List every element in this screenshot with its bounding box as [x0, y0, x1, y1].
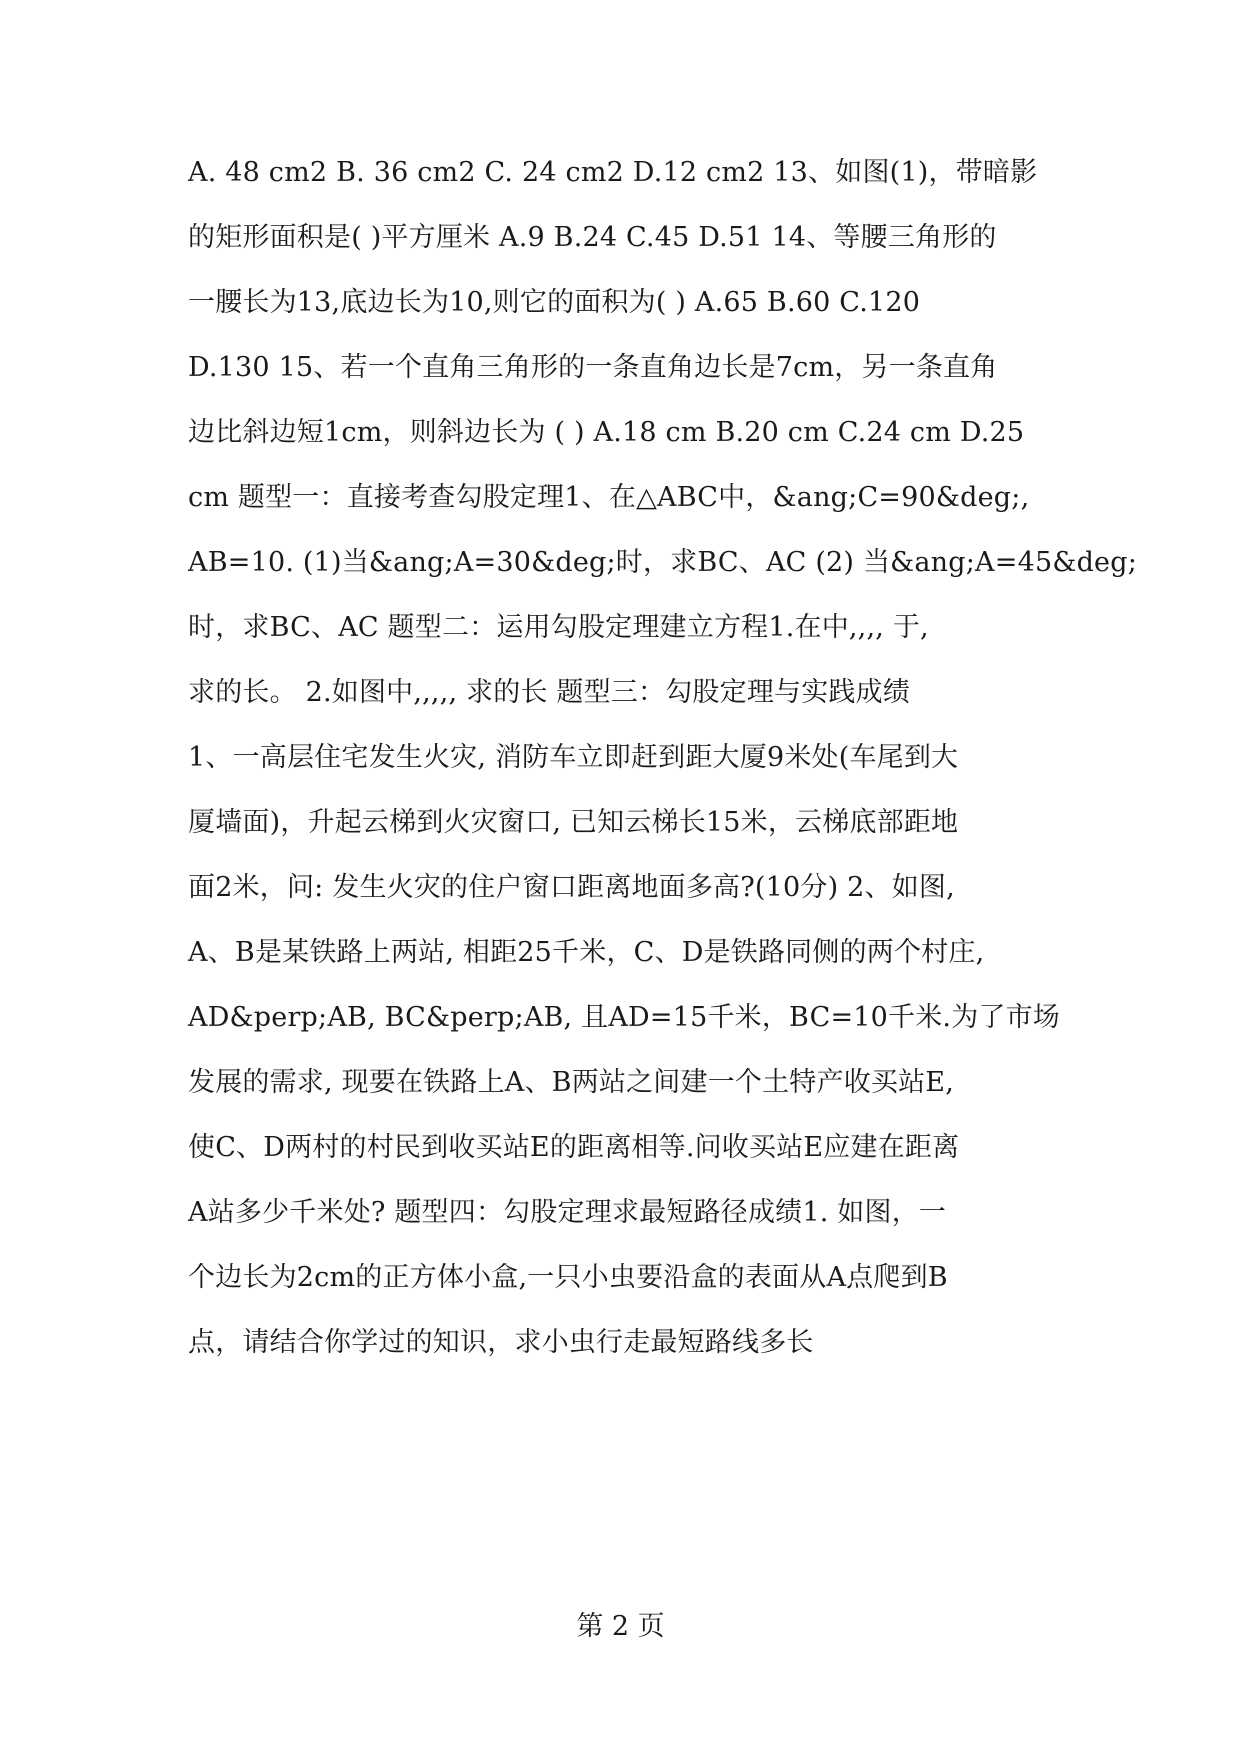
text-line: 使C、D两村的村民到收买站E的距离相等.问收买站E应建在距离: [188, 1132, 960, 1163]
text-line: A站多少千米处? 题型四：勾股定理求最短路径成绩1. 如图，一: [188, 1197, 947, 1228]
text-line: 的矩形面积是( )平方厘米 A.9 B.24 C.45 D.51 14、等腰三角形的: [188, 222, 997, 253]
text-line: 厦墙面)，升起云梯到火灾窗口, 已知云梯长15米，云梯底部距地: [188, 807, 959, 838]
text-line: 时，求BC、AC 题型二：运用勾股定理建立方程1.在中,,,, 于,: [188, 612, 929, 643]
text-line: 边比斜边短1cm，则斜边长为 ( ) A.18 cm B.20 cm C.24 cm D.25: [188, 417, 1025, 448]
text-line: 一腰长为13,底边长为10,则它的面积为( ) A.65 B.60 C.120: [188, 287, 921, 318]
text-line: 发展的需求, 现要在铁路上A、B两站之间建一个土特产收买站E,: [188, 1067, 954, 1098]
text-line: 求的长。 2.如图中,,,,, 求的长 题型三：勾股定理与实践成绩: [188, 677, 911, 708]
text-line: AB=10. (1)当&ang;A=30&deg;时，求BC、AC (2) 当&ang;A=45&deg;: [188, 547, 1138, 578]
text-line: 个边长为2cm的正方体小盒,一只小虫要沿盒的表面从A点爬到B: [188, 1262, 948, 1293]
text-line: 1、一高层住宅发生火灾, 消防车立即赶到距大厦9米处(车尾到大: [188, 742, 959, 773]
text-line: A、B是某铁路上两站, 相距25千米，C、D是铁路同侧的两个村庄,: [188, 937, 985, 968]
text-line: D.130 15、若一个直角三角形的一条直角边长是7cm，另一条直角: [188, 352, 998, 383]
text-line: 点，请结合你学过的知识，求小虫行走最短路线多长: [188, 1327, 814, 1358]
text-line: A. 48 cm2 B. 36 cm2 C. 24 cm2 D.12 cm2 13、如图(1)，带暗影: [188, 157, 1038, 188]
body-text: [188, 157, 1138, 1393]
page-number: 第 2 页: [576, 1611, 665, 1642]
text-line: AD&perp;AB, BC&perp;AB, 且AD=15千米，BC=10千米.为了市场: [188, 1002, 1061, 1033]
text-line: 面2米，问: 发生火灾的住户窗口距离地面多高?(10分) 2、如图,: [188, 872, 955, 903]
text-line: cm 题型一：直接考查勾股定理1、在△ABC中，&ang;C=90&deg;,: [188, 482, 1030, 513]
